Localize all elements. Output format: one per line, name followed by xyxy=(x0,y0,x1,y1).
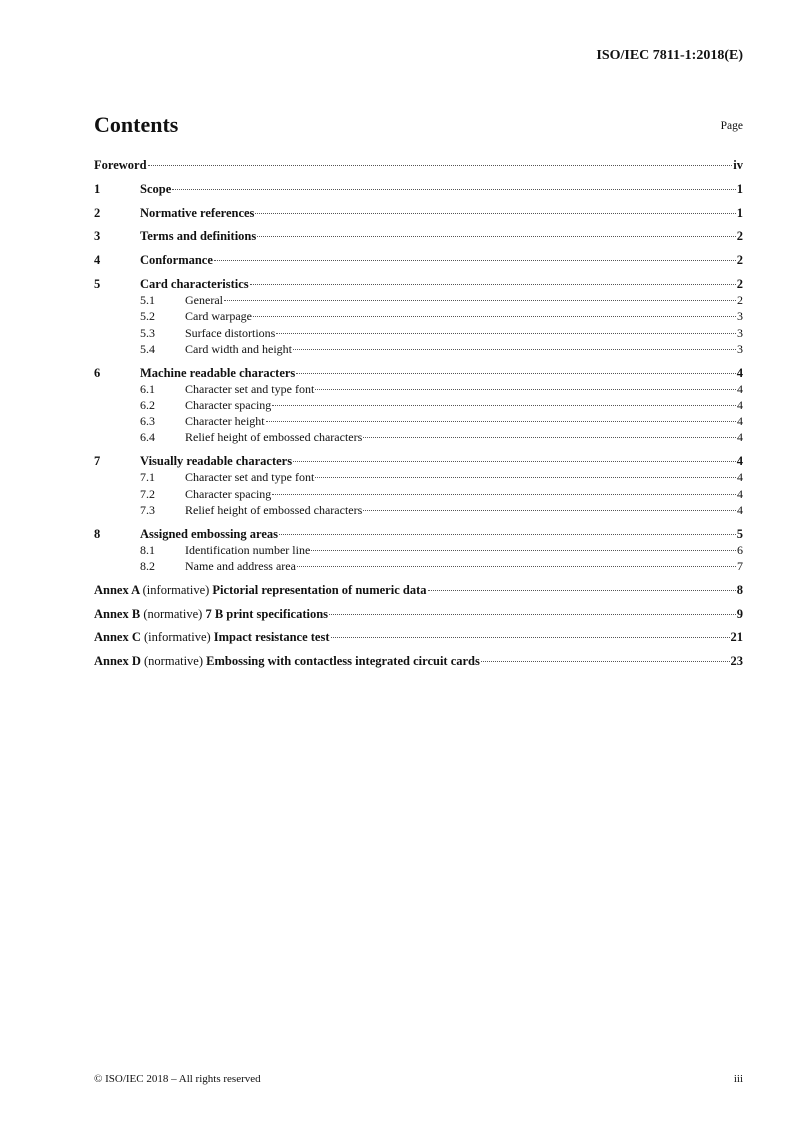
dot-leader xyxy=(253,316,736,317)
toc-entry-page: 1 xyxy=(736,181,743,196)
toc-entry-title: Character set and type font xyxy=(185,381,315,396)
dot-leader xyxy=(148,165,733,166)
toc-entry-title xyxy=(94,582,427,598)
toc-entry-number: 7.3 xyxy=(140,502,155,517)
toc-entry-page: 3 xyxy=(737,341,743,356)
annex-type: (normative) xyxy=(143,606,203,621)
toc-entry-page: 2 xyxy=(736,253,743,268)
toc-entry[interactable] xyxy=(94,542,743,558)
toc-entry[interactable] xyxy=(94,308,743,324)
toc-entry-page: 4 xyxy=(736,454,743,469)
toc-entry-title: Character set and type font xyxy=(185,470,315,485)
dot-leader xyxy=(331,637,730,638)
annex-label: Annex A xyxy=(94,582,140,597)
toc-entry-title: Machine readable characters xyxy=(140,365,296,380)
toc-entry-number: 8.1 xyxy=(140,542,155,557)
toc-entry[interactable] xyxy=(94,653,743,669)
toc-entry-title: Scope xyxy=(140,181,172,196)
dot-leader xyxy=(297,566,736,567)
toc-entry-page: 8 xyxy=(736,582,743,597)
toc-entry-title: Character spacing xyxy=(185,486,272,501)
dot-leader xyxy=(293,461,736,462)
toc-entry[interactable] xyxy=(94,526,743,542)
dot-leader xyxy=(255,213,735,214)
toc-entry[interactable] xyxy=(94,582,743,598)
toc-entry-page: 23 xyxy=(730,654,743,669)
toc-entry-title: Normative references xyxy=(140,205,255,220)
toc-entry-page: 6 xyxy=(737,542,743,557)
dot-leader xyxy=(257,236,736,237)
toc-entry-number: 8 xyxy=(94,526,101,541)
dot-leader xyxy=(329,614,736,615)
toc-entry-title: Visually readable characters xyxy=(140,454,293,469)
toc-entry-page: 3 xyxy=(737,325,743,340)
toc-entry-title: Relief height of embossed characters xyxy=(185,502,363,517)
toc-entry-page: 4 xyxy=(737,430,743,445)
toc-entry-page: 1 xyxy=(736,205,743,220)
toc-entry-title: Card characteristics xyxy=(140,276,249,291)
document-id-header: ISO/IEC 7811-1:2018(E) xyxy=(596,48,743,63)
toc-entry-number: 7.1 xyxy=(140,470,155,485)
toc-entry-number: 1 xyxy=(94,181,101,196)
toc-entry-page: 4 xyxy=(736,365,743,380)
toc-entry-title xyxy=(94,629,330,645)
toc-entry[interactable] xyxy=(94,252,743,268)
dot-leader xyxy=(315,389,736,390)
toc-entry-page: 4 xyxy=(737,381,743,396)
toc-entry[interactable] xyxy=(94,453,743,469)
toc-entry-number: 6.3 xyxy=(140,414,155,429)
toc-entry[interactable] xyxy=(94,606,743,622)
page-number: iii xyxy=(733,1073,743,1085)
toc-entry[interactable] xyxy=(94,629,743,645)
dot-leader xyxy=(363,437,736,438)
annex-title: Impact resistance test xyxy=(213,630,330,645)
annex-type: (normative) xyxy=(144,654,204,669)
dot-leader xyxy=(272,494,736,495)
toc-entry-page: 5 xyxy=(736,526,743,541)
toc-entry[interactable] xyxy=(94,502,743,518)
toc-entry[interactable] xyxy=(94,341,743,357)
toc-entry[interactable] xyxy=(94,558,743,574)
toc-entry[interactable] xyxy=(94,157,743,173)
annex-type: (informative) xyxy=(142,582,210,597)
dot-leader xyxy=(224,300,736,301)
toc-entry-number: 5.4 xyxy=(140,341,155,356)
toc-entry-title: Assigned embossing areas xyxy=(140,526,278,541)
annex-title: Pictorial representation of numeric data xyxy=(212,582,427,597)
dot-leader xyxy=(363,510,736,511)
toc-entry-page: 2 xyxy=(736,276,743,291)
toc-entry-page: 9 xyxy=(736,606,743,621)
toc-entry-page: 2 xyxy=(736,229,743,244)
toc-entry[interactable] xyxy=(94,292,743,308)
toc-entry-number: 6 xyxy=(94,365,101,380)
annex-title: 7 B print specifications xyxy=(205,606,329,621)
dot-leader xyxy=(272,405,736,406)
toc-entry[interactable] xyxy=(94,365,743,381)
toc-entry-page: 4 xyxy=(737,470,743,485)
toc-entry-page: 3 xyxy=(737,309,743,324)
dot-leader xyxy=(428,590,736,591)
toc-entry-title xyxy=(94,653,480,669)
dot-leader xyxy=(250,284,736,285)
annex-title: Embossing with contactless integrated circuit cards xyxy=(206,654,480,669)
dot-leader xyxy=(481,661,730,662)
toc-entry-title: Foreword xyxy=(94,158,147,172)
toc-entry[interactable] xyxy=(94,413,743,429)
toc-entry-title: Relief height of embossed characters xyxy=(185,430,363,445)
toc-entry[interactable] xyxy=(94,181,743,197)
dot-leader xyxy=(315,477,736,478)
toc-entry-title: Card warpage xyxy=(185,309,252,324)
toc-entry[interactable] xyxy=(94,381,743,397)
annex-label: Annex D xyxy=(94,654,141,669)
annex-label: Annex B xyxy=(94,606,141,621)
dot-leader xyxy=(293,349,736,350)
annex-type: (informative) xyxy=(144,630,211,645)
toc-entry[interactable] xyxy=(94,228,743,244)
toc-entry-number: 3 xyxy=(94,229,101,244)
toc-entry-title: Name and address area xyxy=(185,559,296,574)
toc-entry-page: 21 xyxy=(730,630,743,645)
dot-leader xyxy=(214,260,736,261)
copyright-footer: © ISO/IEC 2018 – All rights reserved xyxy=(94,1073,261,1085)
dot-leader xyxy=(172,189,736,190)
dot-leader xyxy=(279,534,736,535)
toc-entry[interactable] xyxy=(94,469,743,485)
dot-leader xyxy=(266,421,736,422)
toc-entry-number: 8.2 xyxy=(140,559,155,574)
toc-entry[interactable] xyxy=(94,205,743,221)
toc-entry[interactable] xyxy=(94,486,743,502)
toc-entry-number: 6.1 xyxy=(140,381,155,396)
toc-entry-title: General xyxy=(185,293,223,308)
toc-entry-title: Card width and height xyxy=(185,341,292,356)
toc-entry-number: 4 xyxy=(94,253,101,268)
toc-entry-page: iv xyxy=(733,158,743,172)
toc-entry-number: 7.2 xyxy=(140,486,155,501)
table-of-contents xyxy=(94,157,743,669)
toc-entry[interactable] xyxy=(94,397,743,413)
toc-entry-number: 7 xyxy=(94,454,101,469)
toc-entry-title: Terms and definitions xyxy=(140,229,257,244)
toc-entry-number: 5.2 xyxy=(140,309,155,324)
toc-entry-page: 4 xyxy=(737,502,743,517)
toc-entry-title: Surface distortions xyxy=(185,325,276,340)
toc-entry-title: Character height xyxy=(185,414,265,429)
toc-entry-number: 5 xyxy=(94,276,101,291)
toc-entry-number: 6.4 xyxy=(140,430,155,445)
toc-entry[interactable] xyxy=(94,276,743,292)
toc-entry-number: 2 xyxy=(94,205,101,220)
toc-entry-page: 4 xyxy=(737,398,743,412)
toc-entry-page: 7 xyxy=(737,559,743,574)
page-title: Contents xyxy=(94,112,179,137)
toc-entry[interactable] xyxy=(94,325,743,341)
dot-leader xyxy=(296,373,735,374)
toc-entry-number: 6.2 xyxy=(140,398,155,412)
toc-entry-page: 4 xyxy=(737,486,743,501)
toc-entry-page: 4 xyxy=(737,414,743,429)
page-column-label: Page xyxy=(720,120,743,132)
toc-entry-number: 5.3 xyxy=(140,325,155,340)
toc-entry-title: Character spacing xyxy=(185,398,272,412)
dot-leader xyxy=(276,333,736,334)
toc-entry-page: 2 xyxy=(737,293,743,308)
toc-entry[interactable] xyxy=(94,429,743,445)
toc-entry-number: 5.1 xyxy=(140,293,155,308)
toc-entry-title: Conformance xyxy=(140,253,213,268)
toc-entry-title xyxy=(94,606,328,622)
toc-entry-title: Identification number line xyxy=(185,542,311,557)
dot-leader xyxy=(311,550,736,551)
annex-label: Annex C xyxy=(94,630,141,645)
